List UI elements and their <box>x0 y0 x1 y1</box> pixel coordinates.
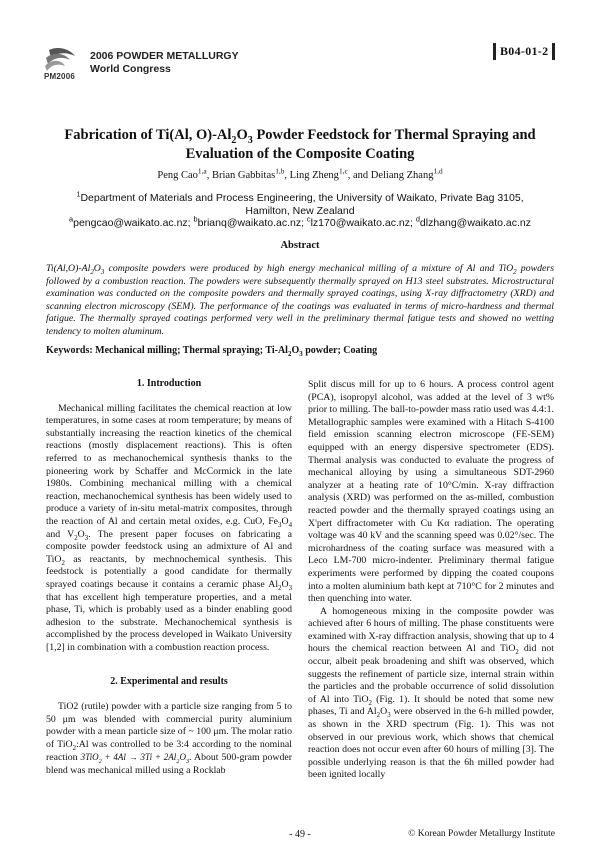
left-column <box>46 378 292 778</box>
section-gap <box>46 654 292 676</box>
paper-code-box <box>493 43 555 60</box>
author-emails: $^a$pengcao@waikato.ac.nz; $^b$brianq@waikato.ac.nz; $^c$lz170@waikato.ac.nz; $^d$dlzhang@waikato.ac.nz <box>69 214 531 229</box>
abstract-text: $Ti(Al,O)-Al_2O_3$ composite powders were produced by high energy mechanical milling of a mixture of Al and TiO$_2$ powders followed by a combustion reaction. The powders were subsequently thermally sprayed on H13 steel substrates. Microstructural examination was conducted on the composite powders and thermally sprayed coatings, using X-ray diffractometry (XRD) and scanning electron microscopy (SEM). The performance of the coatings was evaluated in terms of micro-hardness and thermal fatigue. The thermally sprayed coatings performed very well in the preliminary thermal fatigue tests and showed no wetting tendency to molten aluminum. <box>46 263 555 337</box>
reaction-equation: $3TiO_2 + 4Al \to 3Ti + 2Al_2O_3$ <box>80 752 190 766</box>
introduction-paragraph: Mechanical milling facilitates the chemical reaction at low temperatures, in some cases at room temperature; by means of substantially increasing the reaction kinetics of the chemical reactions (mostly displacement reactions). This is often referred to as mechanochemical synthesis thanks to the pioneering work by Schaffer and McCormick in the late 1980s. Combining mechanical milling with a chemical reaction, mechanochemical synthesis has been widely used to produce a variety of in-situ metal-matrix composites, through the reaction of Al and certain metal oxides, e.g. CuO, $Fe_3O_4$ and $V_2O_3$. The present paper focuses on fabricating a composite powder feedstock using an admixture of Al and TiO$_2$ as reactants, by mechnochemical synthesis. This feedstock is potentially a good candidate for thermally sprayed coatings because it contains a ceramic phase $Al_2O_3$ that has excellent high temperature properties, and a metal phase, Ti, which is probably used as a binder enabling good adhesion to the substrate. Mechanochemical synthesis is accomplished by the process developed in Waikato University [1,2] in combination with a combustion reaction process. <box>46 402 292 653</box>
section-heading-introduction: 1. Introduction <box>136 378 202 389</box>
page-number: - 49 - <box>289 829 311 840</box>
title-line-2: Evaluation of the Composite Coating <box>185 146 415 162</box>
affiliation <box>40 189 560 230</box>
paper-title <box>40 126 560 164</box>
experimental-paragraph: TiO2 (rutile) powder with a particle size ranging from 5 to 50 μm was blended with commercial purity aluminium powder with a mean particle size of ~ 100 μm. The molar ratio of TiO$_2$:Al was controlled to be 3:4 according to the nominal reaction $3TiO_2 + 4Al \to 3Ti + 2Al_2O_3$. About 500-gram powder blend was mechanical milled using a Rocklab <box>46 701 293 777</box>
results-paragraph: A homogeneous mixing in the composite powder was achieved after 6 hours of milling. The phase constituents were examined with X-ray diffraction analysis, showing that up to 4 hours the chemical reaction between Al and TiO$_2$ did not occur, albeit peak broadening and shift was observed, which suggests the refinement of particle size, internal strain within the particles and the probable occurrence of solid dissolution of Al into TiO$_2$ (Fig. 1). It should be noted that some new phases, Ti and $Al_2O_3$ were observed in the 6-h milled powder, as shown in the XRD spectrum (Fig. 1). This was not observed in our previous work, which shows that chemical reaction does not occur even after 60 hours of milling [3]. The possible underlying reason is that the 6h milled powder had been ignited locally <box>308 605 554 781</box>
keywords: Keywords: Mechanical milling; Thermal spraying; $Ti-Al_2O_3$ powder; Coating <box>46 345 378 358</box>
paper-code: B04-01-2 <box>500 44 549 58</box>
conference-line-1: 2006 POWDER METALLURGY <box>90 50 239 62</box>
affiliation-line-2: Hamilton, New Zealand <box>245 204 355 217</box>
author-list: Peng Cao$^{1,a}$, Brian Gabbitas$^{1,b}$, Ling Zheng$^{1,c}$, and Deliang Zhang$^{1,d}$ <box>157 166 443 181</box>
title-line-1: Fabrication of Ti(Al, $O)-Al_2O_3$ Powder Feedstock for Thermal Spraying and <box>64 127 536 146</box>
copyright-notice: © Korean Powder Metallurgy Institute <box>408 829 555 839</box>
abstract-heading: Abstract <box>280 240 320 251</box>
logo-text: PM2006 <box>44 72 75 81</box>
methods-paragraph: Split discus mill for up to 6 hours. A process control agent (PCA), isopropyl alcohol, was added at the level of 3 wt% prior to milling. The ball-to-powder mass ratio used was 4.4:1. Metallographic samples were examined with a Hitach S-4100 field emission scanning electron microscope (FE-SEM) equipped with an energy dispersive spectrometer (EDS). Thermal analysis was conducted to evaluate the progress of mechanical alloying by using a simultaneous SDT-2960 analyzer at a heating rate of 10°C/min. X-ray diffraction analysis (XRD) was performed on the as-milled, combustion reacted powder and the thermally sprayed coatings using an X'pert diffractometer with Cu Kα radiation. The operating voltage was 40 kV and the scanning speed was 0.02°/sec. The microhardness of the coating surface was measured with a Leco LM-700 micro-indenter. Preliminary thermal fatigue experiments were performed by dipping the coated coupons into a molten aluminium bath kept at 710°C for 2 minutes and then quenching into water. <box>308 379 554 605</box>
conference-line-2: World Congress <box>90 63 171 75</box>
code-bar-right <box>552 43 555 60</box>
conference-name <box>90 50 239 76</box>
right-column <box>308 379 554 782</box>
affiliation-line-1: $^1$Department of Materials and Process Engineering, the University of Waikato, Private Bag 3105, <box>76 189 524 204</box>
section-heading-experimental: 2. Experimental and results <box>110 676 228 688</box>
